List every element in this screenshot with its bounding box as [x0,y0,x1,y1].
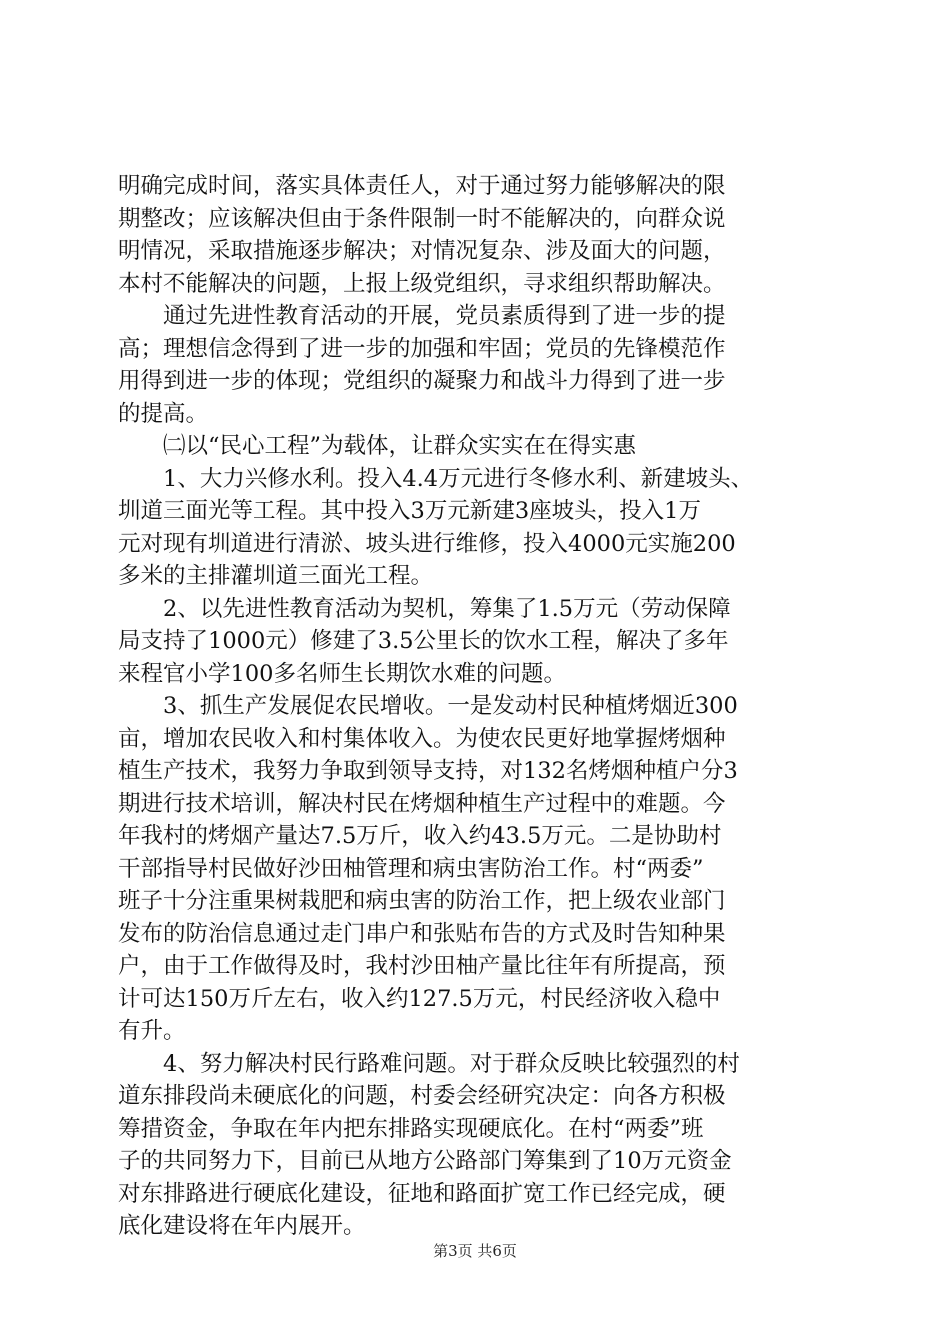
text-line: 明情况，采取措施逐步解决；对情况复杂、涉及面大的问题， [118,238,726,264]
text-line: 对东排路进行硬底化建设，征地和路面扩宽工作已经完成，硬 [118,1180,726,1207]
text-line: 计可达150万斤左右，收入约127.5万元，村民经济收入稳中 [118,985,721,1012]
text-line: 子的共同努力下，目前已从地方公路部门筹集到了10万元资金 [118,1148,732,1174]
text-line: 户，由于工作做得及时，我村沙田柚产量比往年有所提高，预 [118,953,726,979]
section-heading: ㈡以“民心工程”为载体，让群众实实在在得实惠 [118,433,637,459]
text-line: 1、大力兴修水利。投入4.4万元进行冬修水利、新建坡头、 [118,465,754,492]
text-line: 期进行技术培训，解决村民在烤烟种植生产过程中的难题。今 [118,790,726,817]
text-line: 4、努力解决村民行路难问题。对于群众反映比较强烈的村 [118,1050,740,1077]
text-line: 元对现有圳道进行清淤、坡头进行维修，投入4000元实施200 [118,530,736,557]
text-line: 本村不能解决的问题，上报上级党组织，寻求组织帮助解决。 [118,270,726,297]
text-line: 年我村的烤烟产量达7.5万斤，收入约43.5万元。二是协助村 [118,823,722,849]
text-line: 多米的主排灌圳道三面光工程。 [118,563,434,589]
text-line: 干部指导村民做好沙田柚管理和病虫害防治工作。村“两委” [118,855,704,882]
text-line: 期整改；应该解决但由于条件限制一时不能解决的，向群众说 [118,205,726,232]
text-line: 用得到进一步的体现；党组织的凝聚力和战斗力得到了进一步 [118,368,726,394]
text-line: 圳道三面光等工程。其中投入3万元新建3座坡头，投入1万 [118,498,701,524]
text-line: 明确完成时间，落实具体责任人，对于通过努力能够解决的限 [118,173,726,199]
document-body [118,170,838,1243]
text-line: 筹措资金，争取在年内把东排路实现硬底化。在村“两委”班 [118,1115,704,1142]
text-line: 班子十分注重果树栽肥和病虫害的防治工作，把上级农业部门 [118,888,726,914]
page-footer [0,1241,950,1261]
text-line: 底化建设将在年内展开。 [118,1213,366,1239]
text-line: 2、以先进性教育活动为契机，筹集了1.5万元（劳动保障 [118,595,731,622]
text-line: 的提高。 [118,400,209,427]
text-line: 来程官小学100多名师生长期饮水难的问题。 [118,660,566,687]
text-line: 发布的防治信息通过走门串户和张贴布告的方式及时告知种果 [118,920,726,947]
page-number: 第3页 共6页 [433,1242,517,1260]
text-line: 局支持了1000元）修建了3.5公里长的饮水工程，解决了多年 [118,628,729,654]
text-line: 有升。 [118,1018,186,1044]
text-line: 道东排段尚未硬底化的问题，村委会经研究决定：向各方积极 [118,1083,726,1109]
text-line: 亩，增加农民收入和村集体收入。为使农民更好地掌握烤烟种 [118,725,726,752]
text-line: 高；理想信念得到了进一步的加强和牢固；党员的先锋模范作 [118,335,726,362]
text-line: 3、抓生产发展促农民增收。一是发动村民种植烤烟近300 [118,693,738,719]
text-line: 植生产技术，我努力争取到领导支持，对132名烤烟种植户分3 [118,758,738,784]
text-line: 通过先进性教育活动的开展，党员素质得到了进一步的提 [118,303,726,329]
